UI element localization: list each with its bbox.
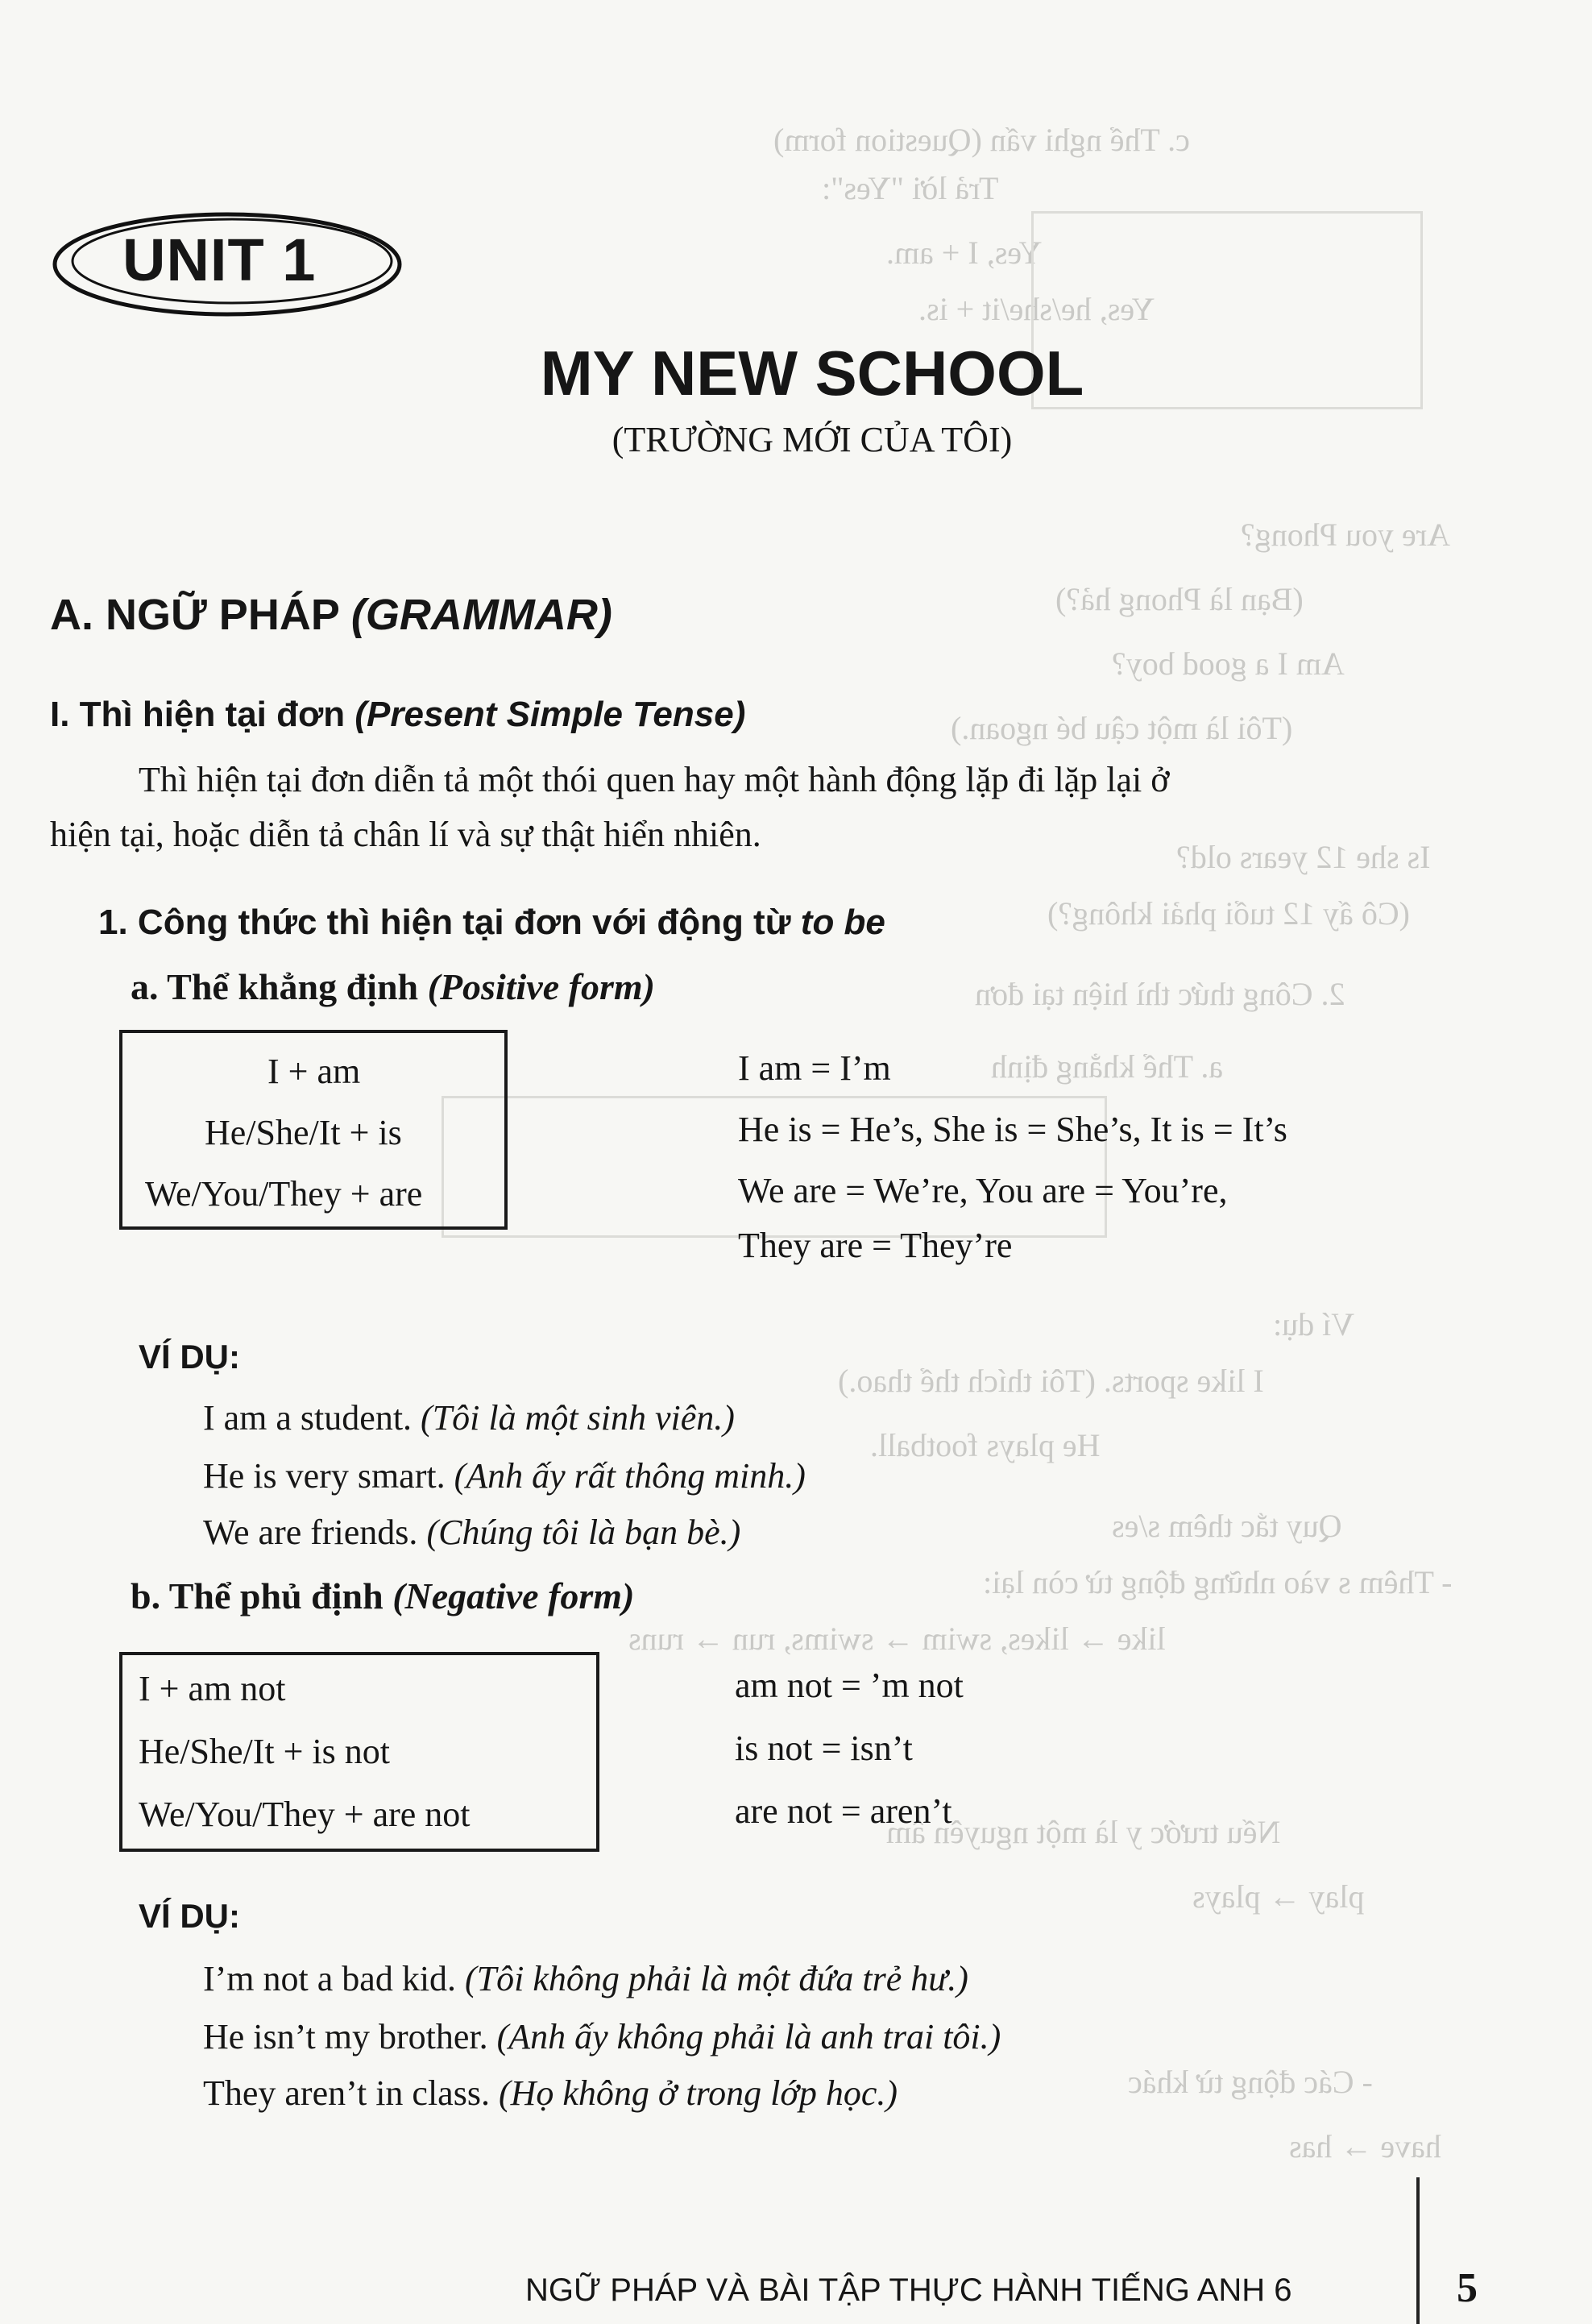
formula-line: He/She/It + is not [139, 1732, 391, 1771]
example-translation: (Họ không ở trong lớp học.) [498, 2073, 898, 2113]
contraction-line: They are = They’re [738, 1226, 1013, 1265]
example-sentence [203, 2016, 1001, 2057]
negative-formula-box [119, 1652, 599, 1852]
formula-line: I + am not [139, 1669, 286, 1708]
bleed-through-text: Yes, I + am. [886, 234, 1042, 271]
heading-italic: (Negative form) [392, 1575, 635, 1616]
example-sentence [203, 1455, 806, 1496]
example-translation: (Anh ấy không phải là anh trai tôi.) [496, 2017, 1001, 2056]
bleed-through-text: Trả lời "Yes": [822, 170, 999, 206]
example-english: He isn’t my brother. [203, 2017, 497, 2056]
section-heading-present-simple [50, 695, 745, 735]
example-translation: (Tôi là một sinh viên.) [421, 1398, 735, 1438]
example-english: I am a student. [203, 1398, 421, 1438]
footer-book-title: NGỮ PHÁP VÀ BÀI TẬP THỰC HÀNH TIẾNG ANH 6 [525, 2272, 1292, 2308]
section-heading-grammar [50, 590, 612, 640]
bleed-through-text: Is she 12 years old? [1176, 839, 1431, 875]
formula-line: We/You/They + are not [139, 1795, 471, 1834]
intro-paragraph-line-1: Thì hiện tại đơn diễn tả một thói quen hay một hành động lặp đi lặp lại ở [139, 760, 1170, 799]
page-subtitle: (TRƯỜNG MỚI CỦA TÔI) [612, 420, 1013, 459]
footer-divider [1416, 2177, 1420, 2324]
example-translation: (Chúng tôi là bạn bè.) [426, 1513, 741, 1552]
section-heading-italic: (GRAMMAR) [350, 591, 612, 639]
bleed-through-text: (Bạn là Phong hả?) [1055, 581, 1304, 617]
section-heading-prefix: A. NGỮ PHÁP [50, 591, 351, 639]
positive-formula-box [119, 1030, 508, 1230]
example-sentence [203, 1512, 740, 1553]
bleed-through-text: (Cô ấy 12 tuổi phải không?) [1047, 895, 1410, 932]
section-heading-prefix: I. Thì hiện tại đơn [50, 695, 355, 734]
contraction-line: am not = ’m not [735, 1666, 964, 1705]
bleed-through-text: Ví dụ: [1273, 1306, 1355, 1343]
contraction-line: I am = I’m [738, 1048, 891, 1088]
bleed-through-text: have → has [1289, 2128, 1441, 2164]
unit-label: UNIT 1 [122, 226, 317, 293]
bleed-through-text: like → likes, swim → swims, run → runs [628, 1621, 1166, 1657]
bleed-through-text: Are you Phong? [1241, 517, 1450, 553]
subsection-heading-to-be [98, 903, 885, 943]
subsection-heading-italic: to be [800, 903, 885, 942]
example-english: They aren’t in class. [203, 2073, 499, 2113]
unit-badge [50, 208, 404, 319]
bleed-through-text: a. Thể khẳng định [991, 1048, 1224, 1085]
positive-form-heading [131, 965, 655, 1008]
bleed-through-text: - Các động từ khác [1128, 2064, 1373, 2100]
example-english: We are friends. [203, 1513, 427, 1552]
bleed-through-text: I like sports. (Tôi thích thể thao.) [838, 1363, 1264, 1399]
bleed-through-text: He plays football. [870, 1427, 1101, 1463]
example-sentence [203, 2073, 898, 2114]
heading-prefix: a. Thể khẳng định [131, 966, 428, 1007]
bleed-through-text: Nếu trước y là một nguyên âm [886, 1814, 1281, 1850]
example-translation: (Anh ấy rất thông minh.) [454, 1456, 806, 1496]
contraction-line: We are = We’re, You are = You’re, [738, 1171, 1228, 1210]
section-heading-italic: (Present Simple Tense) [354, 695, 746, 734]
example-english: I’m not a bad kid. [203, 1959, 466, 1998]
negative-form-heading [131, 1575, 634, 1617]
bleed-through-text: Am I a good boy? [1112, 645, 1345, 682]
contraction-line: are not = aren’t [735, 1791, 952, 1831]
contraction-line: is not = isn’t [735, 1728, 913, 1768]
contraction-line: He is = He’s, She is = She’s, It is = It’s [738, 1110, 1287, 1149]
bleed-through-text: c. Thể nghi vấn (Question form) [773, 122, 1190, 158]
example-label: VÍ DỤ: [139, 1897, 240, 1935]
example-sentence [203, 1397, 735, 1438]
example-english: He is very smart. [203, 1456, 454, 1496]
subsection-heading-prefix: 1. Công thức thì hiện tại đơn với động từ [98, 903, 801, 942]
formula-line: We/You/They + are [145, 1174, 423, 1214]
example-translation: (Tôi không phải là một đứa trẻ hư.) [465, 1959, 968, 1998]
example-sentence [203, 1958, 968, 1999]
bleed-through-text: - Thêm s vào những động từ còn lại: [983, 1564, 1453, 1600]
bleed-through-text: 2. Công thức thì hiện tại đơn [975, 976, 1345, 1012]
intro-paragraph-line-2: hiện tại, hoặc diễn tả chân lí và sự thật hiển nhiên. [50, 815, 761, 854]
example-label: VÍ DỤ: [139, 1338, 240, 1376]
page-title: MY NEW SCHOOL [540, 338, 1084, 409]
formula-line: He/She/It + is [205, 1113, 402, 1152]
formula-line: I + am [267, 1052, 361, 1091]
bleed-through-text: play → plays [1192, 1878, 1365, 1915]
heading-italic: (Positive form) [427, 966, 655, 1007]
bleed-through-text: Quy tắc thêm s/es [1112, 1508, 1342, 1544]
bleed-through-text: (Tôi là một cậu bé ngoan.) [951, 710, 1293, 746]
bleed-through-text: Yes, he/she/it + is. [918, 291, 1155, 327]
page-number: 5 [1457, 2265, 1478, 2311]
heading-prefix: b. Thể phủ định [131, 1575, 393, 1616]
